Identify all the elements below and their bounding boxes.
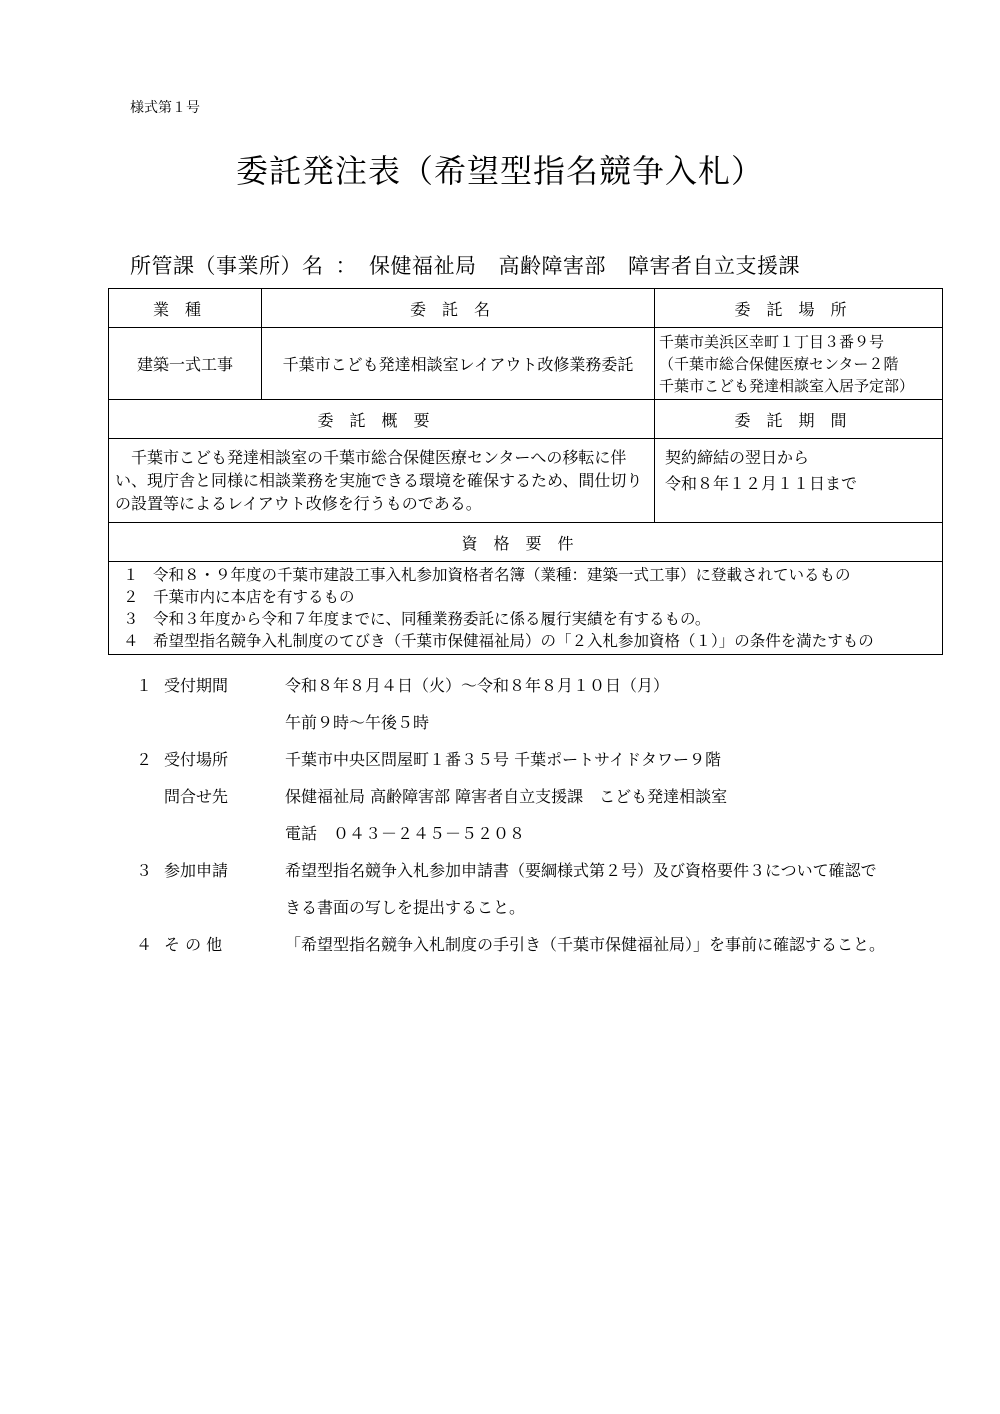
- location-line: （千葉市総合保健医療センター２階: [659, 354, 899, 373]
- qualification-number: １: [123, 566, 139, 584]
- info-section: [130, 666, 950, 962]
- qualification-number: ２: [123, 588, 139, 606]
- contact-department: 保健福祉局 高齢障害部 障害者自立支援課 こども発達相談室: [285, 787, 728, 806]
- form-number: 様式第１号: [130, 100, 200, 116]
- header-qualifications: 資格要件: [109, 523, 943, 562]
- item-number: ２: [136, 750, 153, 769]
- application-row-cont: [130, 888, 950, 925]
- period-line: 契約締結の翌日から: [665, 448, 810, 467]
- department-division: 高齢障害部: [498, 254, 606, 278]
- reception-period-dates: 令和８年８月４日（火）～令和８年８月１０日（月）: [285, 676, 670, 695]
- qualification-item: [123, 630, 928, 652]
- qualification-item: [123, 608, 928, 630]
- qualification-text: 希望型指名競争入札制度のてびき（千葉市保健福祉局）の「２入札参加資格（１）」の条件を満たすもの: [153, 632, 874, 650]
- contact-row: [130, 777, 950, 814]
- application-row: [130, 851, 950, 888]
- header-period: 委託期間: [655, 400, 943, 439]
- department-bureau: 保健福祉局: [369, 254, 477, 278]
- reception-place-address: 千葉市中央区問屋町１番３５号 千葉ポートサイドタワー９階: [285, 750, 721, 769]
- period-value: [655, 439, 943, 523]
- item-label: そ の 他: [164, 935, 223, 954]
- reception-period-row: [130, 666, 950, 703]
- phone-row: [130, 814, 950, 851]
- item-number: ３: [136, 861, 153, 880]
- summary-value: 千葉市こども発達相談室の千葉市総合保健医療センターへの移転に伴い、現庁舎と同様に相談業務を実施できる環境を確保するため、間仕切りの設置等によるレイアウト改修を行うものである。: [109, 439, 655, 523]
- qualification-number: ４: [123, 632, 139, 650]
- qualification-item: [123, 564, 928, 586]
- industry-value: 建築一式工事: [109, 328, 262, 400]
- header-industry: 業種: [109, 289, 262, 328]
- qualification-number: ３: [123, 610, 139, 628]
- qualifications-list: [109, 562, 943, 655]
- location-line: 千葉市美浜区幸町１丁目３番９号: [659, 332, 885, 351]
- contact-label: 問合せ先: [164, 787, 229, 806]
- department-line: [130, 250, 800, 280]
- header-contract-name: 委託名: [262, 289, 655, 328]
- reception-hours: 午前９時～午後５時: [285, 713, 430, 732]
- location-line: 千葉市こども発達相談室入居予定部）: [659, 376, 915, 395]
- contract-table: [108, 288, 943, 655]
- application-text: 希望型指名競争入札参加申請書（要綱様式第２号）及び資格要件３について確認で: [285, 861, 877, 880]
- item-label: 受付場所: [164, 750, 229, 769]
- item-number: ４: [136, 935, 153, 954]
- header-summary: 委託概要: [109, 400, 655, 439]
- department-separator: ：: [335, 254, 357, 278]
- other-row: [130, 925, 950, 962]
- page-title: 委託発注表（希望型指名競争入札）: [235, 152, 764, 190]
- qualification-item: [123, 586, 928, 608]
- application-text: きる書面の写しを提出すること。: [285, 898, 526, 917]
- qualification-text: 千葉市内に本店を有するもの: [153, 588, 355, 606]
- contact-phone: 電話 ０４３－２４５－５２０８: [285, 824, 526, 843]
- department-label: 所管課（事業所）名: [130, 254, 324, 278]
- reception-hours-row: [130, 703, 950, 740]
- period-line: 令和８年１２月１１日まで: [665, 474, 858, 493]
- item-label: 受付期間: [164, 676, 229, 695]
- location-value: [655, 328, 943, 400]
- contract-name-value: 千葉市こども発達相談室レイアウト改修業務委託: [262, 328, 655, 400]
- item-number: １: [136, 676, 153, 695]
- reception-place-row: [130, 740, 950, 777]
- header-location: 委託場所: [655, 289, 943, 328]
- qualification-text: 令和３年度から令和７年度までに、同種業務委託に係る履行実績を有するもの。: [153, 610, 711, 628]
- department-section: 障害者自立支援課: [628, 254, 800, 278]
- qualification-text: 令和８・９年度の千葉市建設工事入札参加資格者名簿（業種：建築一式工事）に登載されているもの: [153, 566, 851, 584]
- other-text: 「希望型指名競争入札制度の手引き（千葉市保健福祉局）」を事前に確認すること。: [285, 935, 886, 954]
- item-label: 参加申請: [164, 861, 229, 880]
